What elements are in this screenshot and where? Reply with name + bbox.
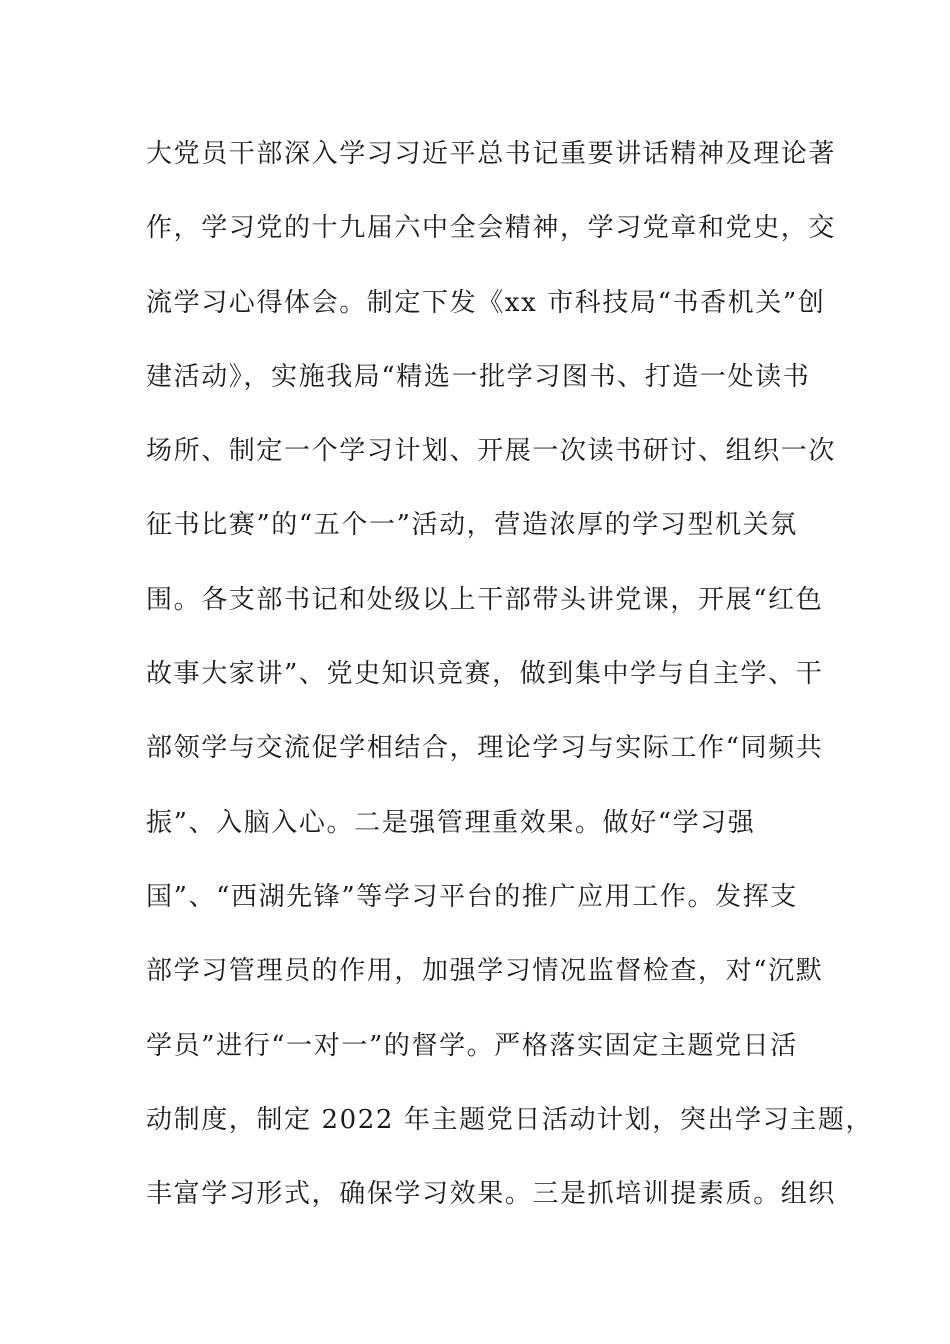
text-line-14: 动制度，制定 2022 年主题党日活动计划，突出学习主题， — [146, 1104, 874, 1135]
text-line-6: 征书比赛”的“五个一”活动，营造浓厚的学习型机关氛 — [146, 510, 798, 541]
text-line-7: 围。各支部书记和处级以上干部带头讲党课，开展“红色 — [146, 584, 824, 615]
text-line-9: 部领学与交流促学相结合，理论学习与实际工作“同频共 — [146, 733, 824, 764]
text-line-10: 振”、入脑入心。二是强管理重效果。做好“学习强 — [146, 807, 756, 838]
text-line-3: 流学习心得体会。制定下发《xx 市科技局“书香机关”创 — [146, 287, 826, 318]
text-line-13: 学员”进行“一对一”的督学。严格落实固定主题党日活 — [146, 1030, 798, 1061]
text-line-11: 国”、“西湖先锋”等学习平台的推广应用工作。发挥支 — [146, 881, 798, 912]
body-text — [146, 128, 874, 1242]
text-line-2: 作，学习党的十九届六中全会精神，学习党章和党史，交 — [146, 213, 837, 244]
text-line-12: 部学习管理员的作用，加强学习情况监督检查，对“沉默 — [146, 956, 824, 987]
text-line-1: 大党员干部深入学习习近平总书记重要讲话精神及理论著 — [146, 139, 837, 169]
text-line-4: 建活动》，实施我局“精选一批学习图书、打造一处读书 — [146, 361, 811, 392]
text-line-8: 故事大家讲”、党史知识竞赛，做到集中学与自主学、干 — [146, 659, 824, 690]
text-line-15: 丰富学习形式，确保学习效果。三是抓培训提素质。组织 — [146, 1179, 837, 1210]
text-line-5: 场所、制定一个学习计划、开展一次读书研讨、组织一次 — [146, 436, 837, 467]
